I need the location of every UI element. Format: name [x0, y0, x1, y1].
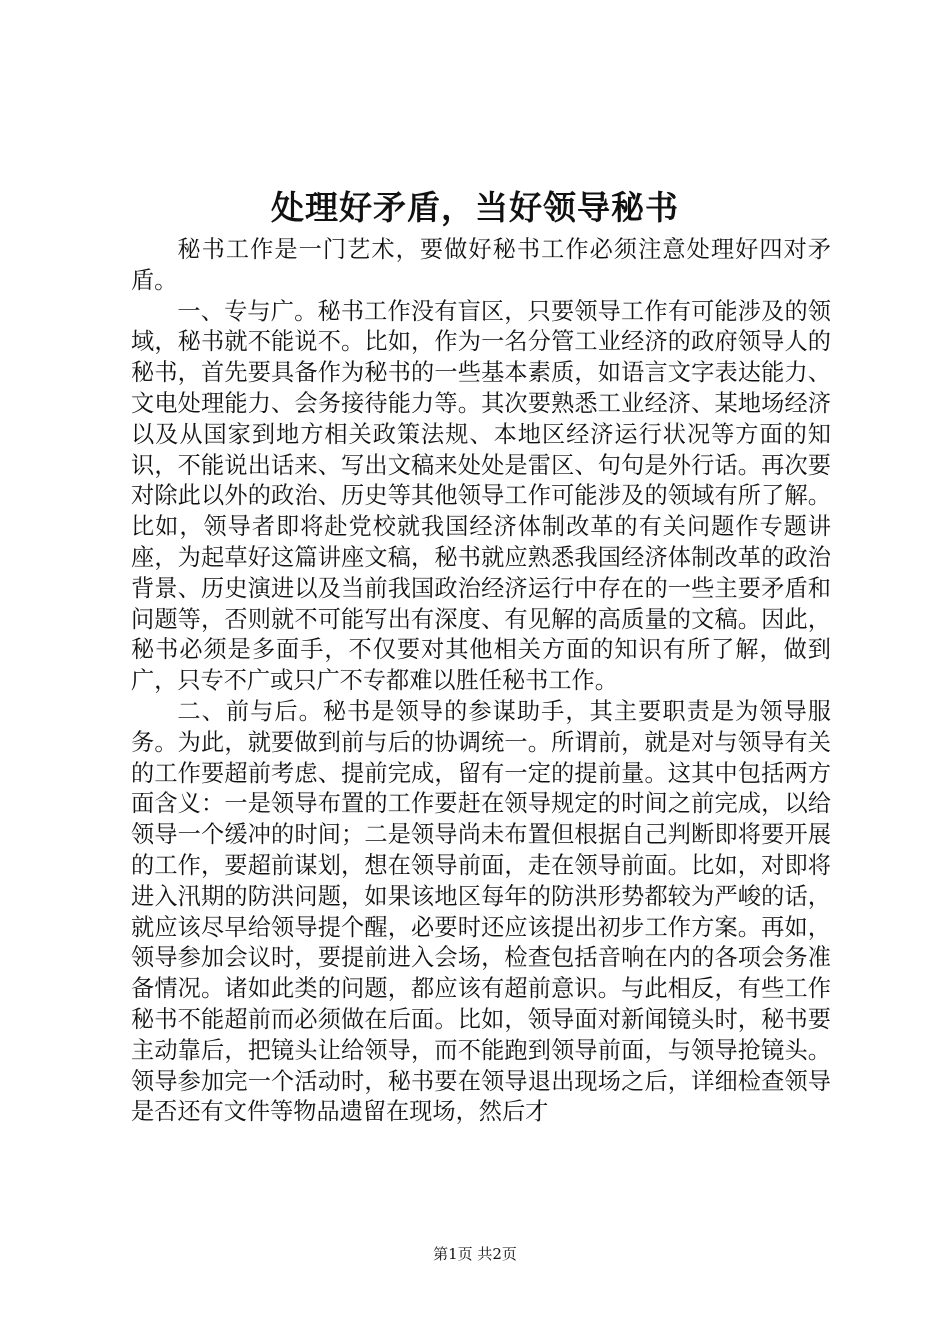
- document-body: [131, 235, 831, 1128]
- page-number-footer: 第1页 共2页: [433, 1245, 517, 1263]
- paragraph-section-1: 一、专与广。秘书工作没有盲区，只要领导工作有可能涉及的领域，秘书就不能说不。比如，作为一名分管工业经济的政府领导人的秘书，首先要具备作为秘书的一些基本素质，如语言文字表达能力、文电处理能力、会务接待能力等。其次要熟悉工业经济、某地场经济以及从国家到地方相关政策法规、本地区经济运行状况等方面的知识，不能说出话来、写出文稿来处处是雷区、句句是外行话。再次要对除此以外的政治、历史等其他领导工作可能涉及的领域有所了解。比如，领导者即将赴党校就我国经济体制改革的有关问题作专题讲座，为起草好这篇讲座文稿，秘书就应熟悉我国经济体制改革的政治背景、历史演进以及当前我国政治经济运行中存在的一些主要矛盾和问题等，否则就不可能写出有深度、有见解的高质量的文稿。因此，秘书必须是多面手，不仅要对其他相关方面的知识有所了解，做到广，只专不广或只广不专都难以胜任秘书工作。: [131, 297, 831, 695]
- document-title: 处理好矛盾，当好领导秘书: [271, 188, 679, 227]
- paragraph-intro: 秘书工作是一门艺术，要做好秘书工作必须注意处理好四对矛盾。: [131, 236, 831, 294]
- paragraph-section-2: 二、前与后。秘书是领导的参谋助手，其主要职责是为领导服务。为此，就要做到前与后的协调统一。所谓前，就是对与领导有关的工作要超前考虑、提前完成，留有一定的提前量。这其中包括两方面含义：一是领导布置的工作要赶在领导规定的时间之前完成，以给领导一个缓冲的时间；二是领导尚未布置但根据自己判断即将要开展的工作，要超前谋划，想在领导前面，走在领导前面。比如，对即将进入汛期的防洪问题，如果该地区每年的防洪形势都较为严峻的话，就应该尽早给领导提个醒，必要时还应该提出初步工作方案。再如，领导参加会议时，要提前进入会场，检查包括音响在内的各项会务准备情况。诸如此类的问题，都应该有超前意识。与此相反，有些工作秘书不能超前而必须做在后面。比如，领导面对新闻镜头时，秘书要主动靠后，把镜头让给领导，而不能跑到领导前面，与领导抢镜头。领导参加完一个活动时，秘书要在领导退出现场之后，详细检查领导是否还有文件等物品遗留在现场，然后才: [131, 697, 831, 1126]
